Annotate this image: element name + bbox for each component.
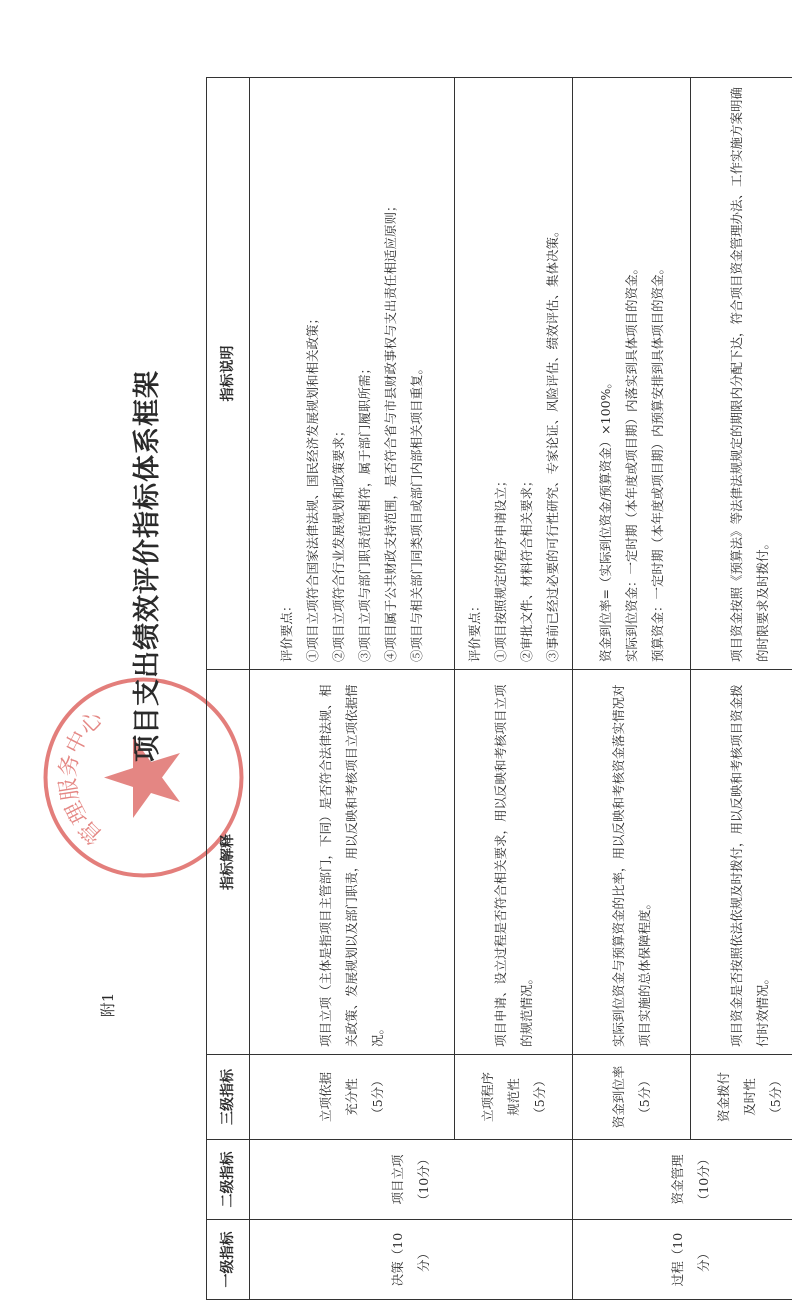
header-level2: 二级指标: [207, 1140, 250, 1220]
level2-cell: [573, 1140, 792, 1220]
level3-line: 资金拨付: [711, 1062, 737, 1132]
level2-score: （10分）: [411, 1147, 437, 1212]
svg-text:管理服务中心: [56, 706, 109, 848]
desc-line: 资金到位率=（实际到位资金/预算资金）×100%。: [593, 85, 619, 662]
desc-cell: [250, 78, 455, 670]
attachment-label: 附1: [98, 975, 118, 1035]
level3-line: 规范性: [501, 1062, 527, 1132]
explain-cell: 项目立项（主体是指项目主管部门，下同）是否符合法律法规、相关政策、发展规划以及部门职责，用以反映和考核项目立项依据情况。: [250, 670, 455, 1055]
level2-name: 项目立项: [385, 1147, 411, 1212]
desc-line: ②项目立项符合行业发展规划和政策要求；: [326, 85, 352, 662]
level3-cell: [250, 1055, 455, 1140]
desc-line: 评价要点：: [462, 85, 488, 662]
desc-cell: [691, 78, 792, 670]
level3-line: 立项依据: [313, 1062, 339, 1132]
desc-line: ③项目立项与部门职责范围相符，属于部门履职所需；: [352, 85, 378, 662]
level3-line: （5分）: [763, 1062, 789, 1132]
desc-line: 评价要点：: [274, 85, 300, 662]
explain-cell: 项目资金是否按照依法依规及时拨付，用以反映和考核项目资金拨付时效情况。: [691, 670, 792, 1055]
level1-cell: 决策（10分）: [250, 1220, 573, 1300]
desc-cell: [573, 78, 691, 670]
page-title: 项目支出绩效评价指标体系框架: [130, 326, 166, 806]
header-level1: 一级指标: [207, 1220, 250, 1300]
desc-line: ②审批文件、材料符合相关要求；: [514, 85, 540, 662]
desc-cell: [455, 78, 573, 670]
level2-score: （10分）: [691, 1147, 717, 1212]
level3-line: 及时性: [737, 1062, 763, 1132]
indicator-table: [206, 77, 792, 1300]
level3-line: （5分）: [632, 1062, 658, 1132]
level1-cell: 过程（10分）: [573, 1220, 792, 1300]
desc-line: ③事前已经过必要的可行性研究、专家论证、风险评估、绩效评估、集体决策。: [540, 85, 566, 662]
level3-cell: [455, 1055, 573, 1140]
table-row: [691, 78, 792, 1300]
desc-line: ④项目属于公共财政支持范围，是否符合省与市县财政事权与支出责任相适应原则；: [378, 85, 404, 662]
level2-name: 资金管理: [665, 1147, 691, 1212]
header-explain: 指标解释: [207, 670, 250, 1055]
level3-line: 资金到位率: [606, 1062, 632, 1132]
table-row: [573, 78, 691, 1300]
desc-line: ①项目按照规定的程序申请设立；: [488, 85, 514, 662]
desc-line: ⑤项目与相关部门同类项目或部门内部相关项目重复。: [404, 85, 430, 662]
desc-line: ①项目立项符合国家法律法规、国民经济发展规划和相关政策；: [300, 85, 326, 662]
table-header-row: [207, 78, 250, 1300]
explain-cell: 实际到位资金与预算资金的比率，用以反映和考核资金落实情况对项目实施的总体保障程度。: [573, 670, 691, 1055]
header-desc: 指标说明: [207, 78, 250, 670]
level3-cell: [573, 1055, 691, 1140]
seal-text: 管理服务中心: [56, 706, 109, 848]
explain-cell: 项目申请、设立过程是否符合相关要求，用以反映和考核项目立项的规范情况。: [455, 670, 573, 1055]
header-level3: 三级指标: [207, 1055, 250, 1140]
table-row: [250, 78, 455, 1300]
level3-line: 充分性: [339, 1062, 365, 1132]
level3-line: （5分）: [527, 1062, 553, 1132]
level3-line: （5分）: [365, 1062, 391, 1132]
level3-cell: [691, 1055, 792, 1140]
table-row: [455, 78, 573, 1300]
desc-line: 实际到位资金：一定时期（本年度或项目期）内落实到具体项目的资金。: [619, 85, 645, 662]
desc-line: 预算资金：一定时期（本年度或项目期）内预算安排到具体项目的资金。: [645, 85, 671, 662]
level3-line: 立项程序: [475, 1062, 501, 1132]
level2-cell: [250, 1140, 573, 1220]
desc-line: 项目资金按照《预算法》等法律法规规定的期限内分配下达，符合项目资金管理办法、工作实施方案明确的时限要求及时拨付。: [724, 85, 776, 662]
